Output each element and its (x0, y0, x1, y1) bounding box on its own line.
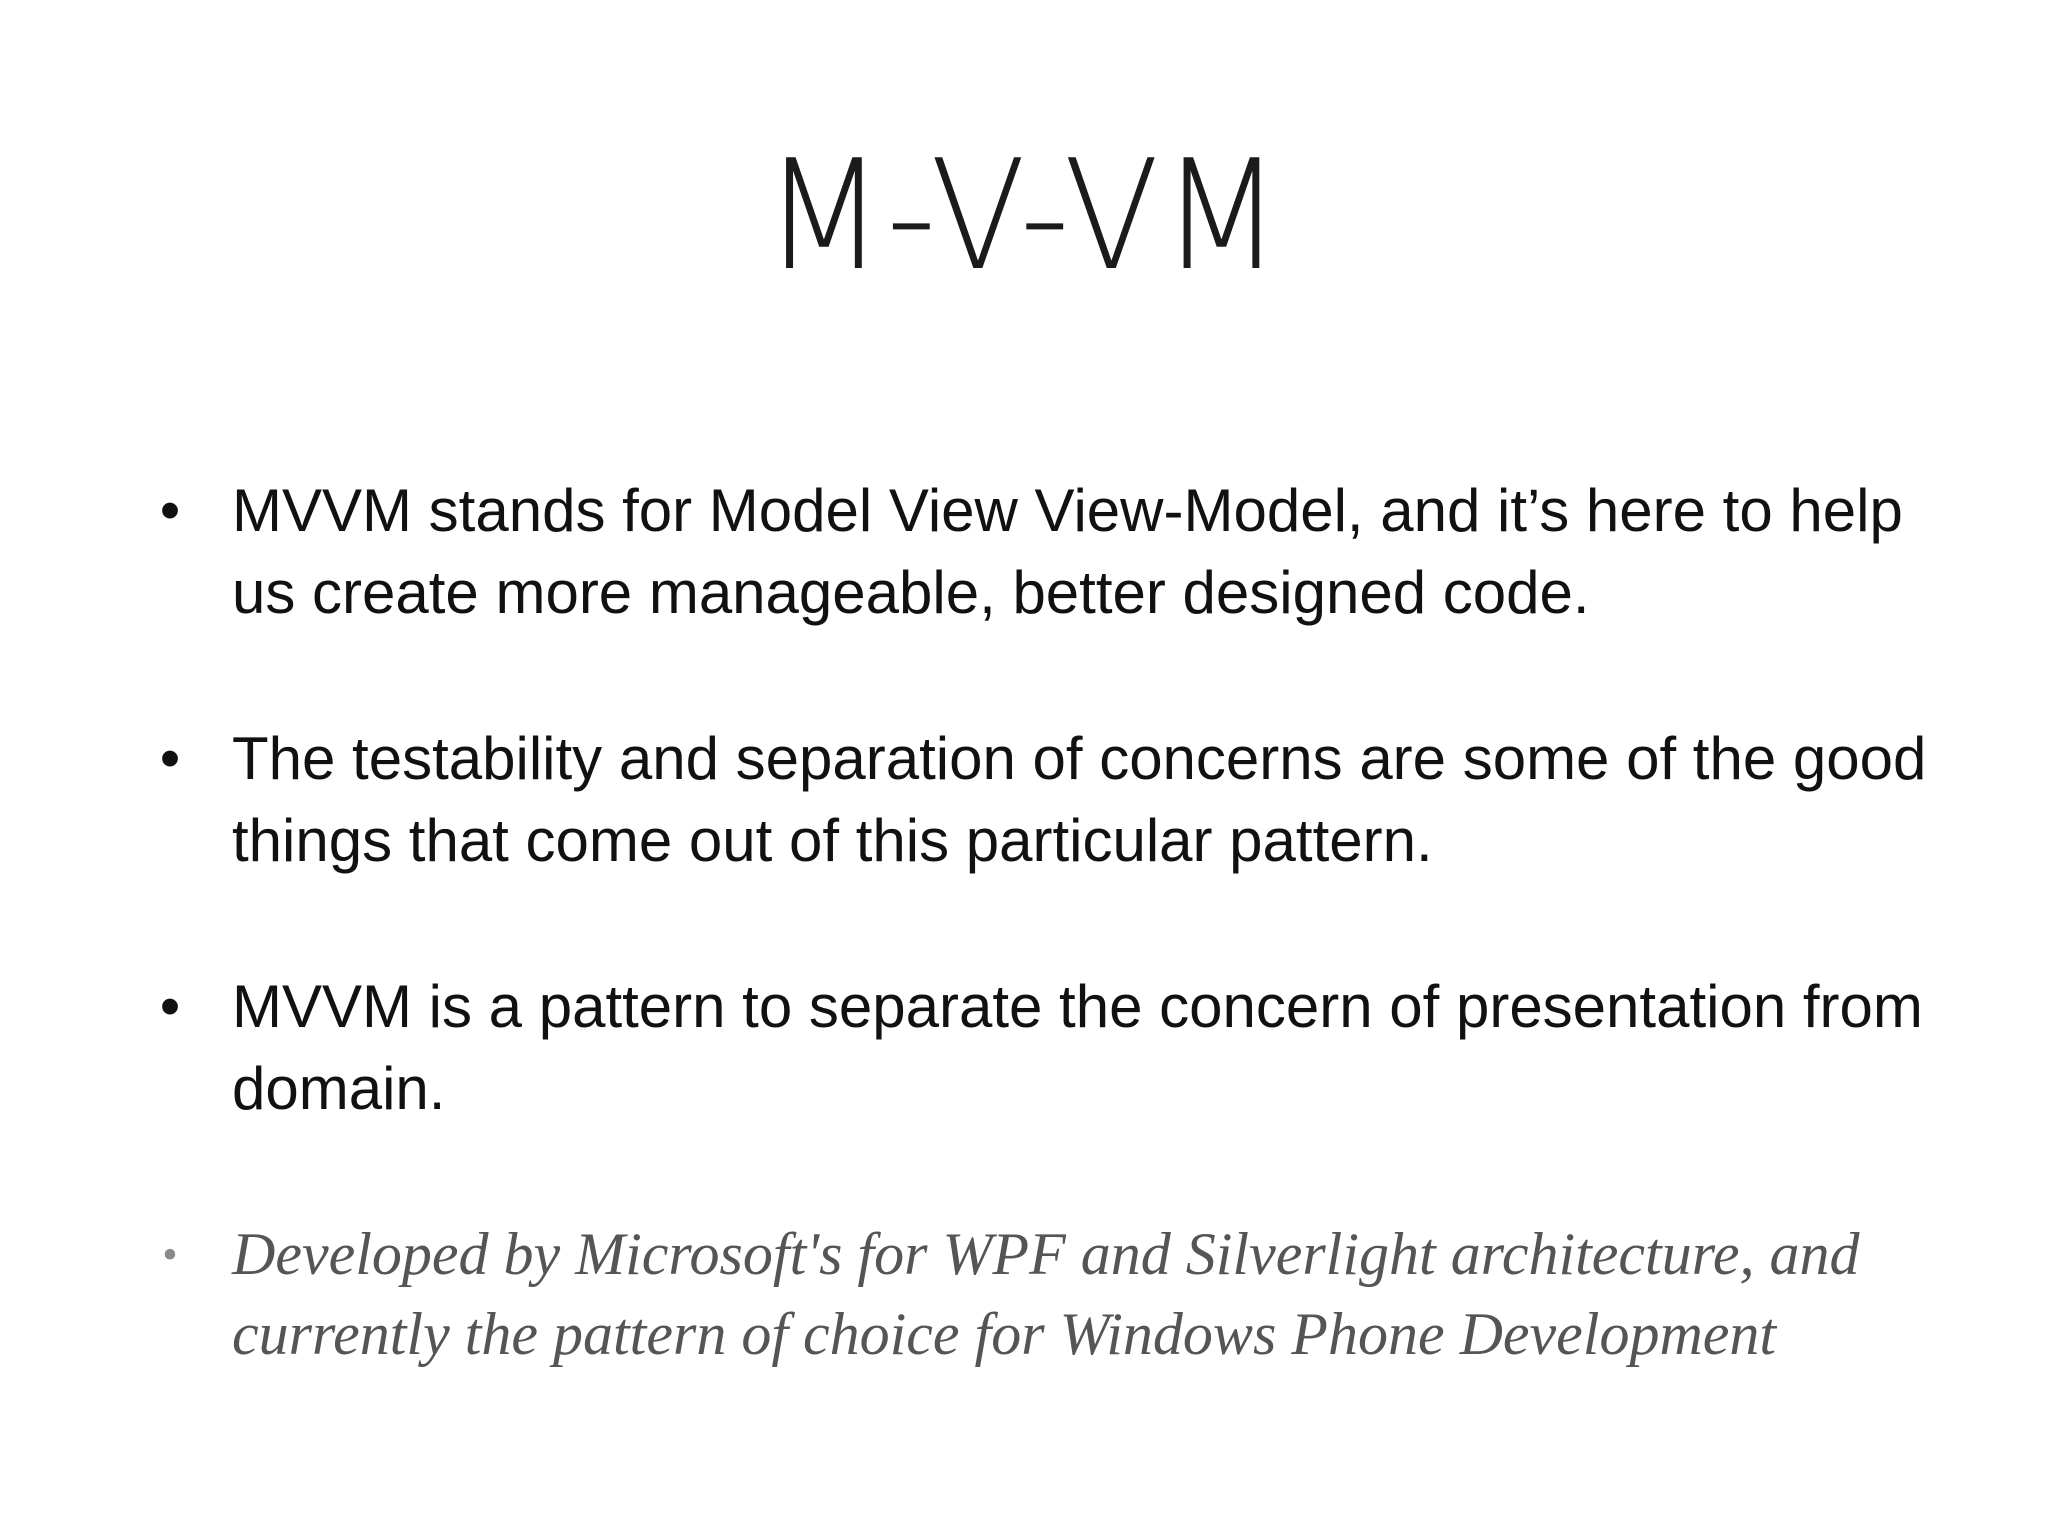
bullet-item-italic (150, 1214, 1940, 1374)
bullet-dot-icon: • (162, 1230, 178, 1279)
bullet-dot-icon: • (159, 726, 181, 791)
bullet-item (150, 718, 1940, 882)
bullet-dot-icon: • (159, 478, 181, 543)
bullet-item (150, 966, 1940, 1130)
bullet-list (150, 470, 1940, 1458)
bullet-dot-icon: • (159, 974, 181, 1039)
bullet-text: The testability and separation of concerns are some of the good things that come out of this particular pattern. (232, 725, 1927, 874)
slide-title-text: M-V-VM (763, 127, 1284, 304)
bullet-text-italic: Developed by Microsoft's for WPF and Silverlight architecture, and currently the pattern of choice for Windows Phone Development (232, 1221, 1860, 1367)
bullet-item (150, 470, 1940, 634)
bullet-text: MVVM stands for Model View View-Model, and it’s here to help us create more manageable, better designed code. (232, 477, 1903, 626)
bullet-text: MVVM is a pattern to separate the concern of presentation from domain. (232, 973, 1923, 1122)
slide-title (0, 127, 2048, 304)
